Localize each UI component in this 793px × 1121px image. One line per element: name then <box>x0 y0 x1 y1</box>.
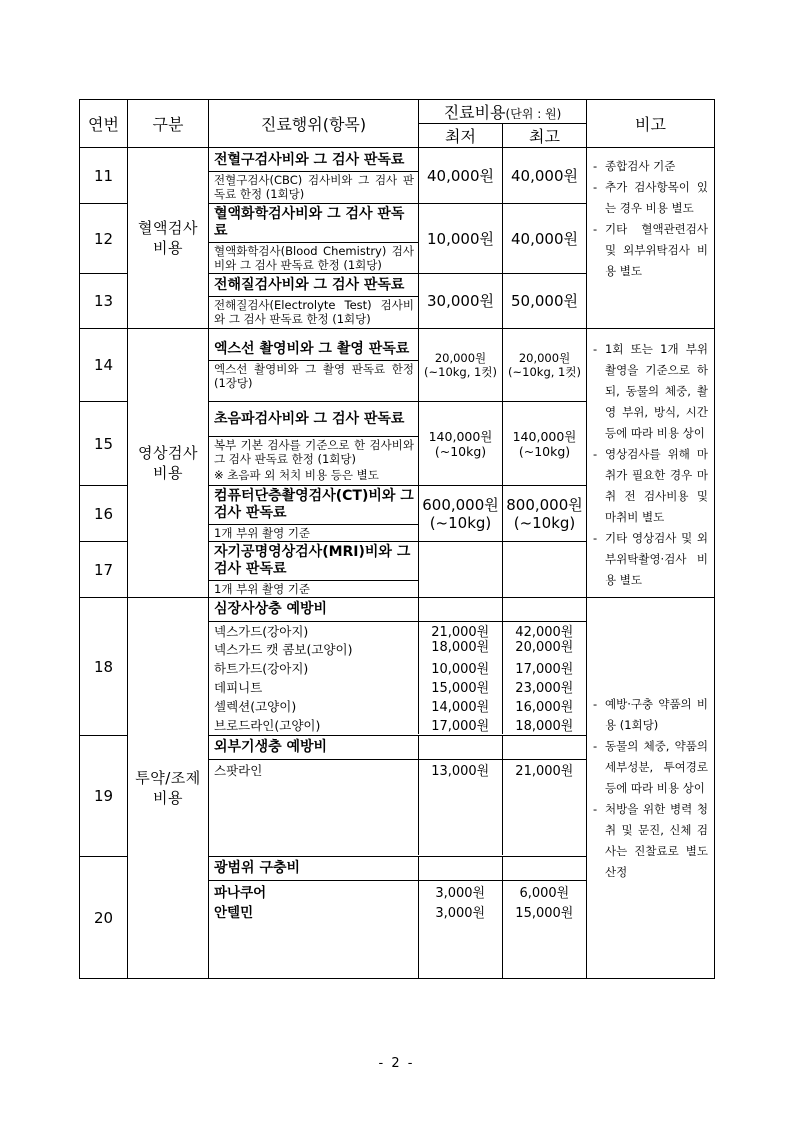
list-item: 안텔민 <box>214 905 254 921</box>
item-cell <box>209 204 419 274</box>
table-row <box>80 329 715 402</box>
price-min: 3,000원 <box>418 901 502 921</box>
row-number: 14 <box>80 329 128 402</box>
price-min: 3,000원 <box>418 881 502 902</box>
note-medication <box>587 598 715 979</box>
row-number: 18 <box>80 598 128 736</box>
item-cell <box>209 542 419 598</box>
item-desc: 전해질검사(Electrolyte Test) 검사비와 그 검사 판독료 한정 (1회당) <box>214 298 414 326</box>
header-category: 구분 <box>128 100 209 148</box>
item-group <box>209 736 587 857</box>
item-group <box>209 598 587 736</box>
row-number: 20 <box>80 857 128 979</box>
row-number: 15 <box>80 402 128 486</box>
price-max: 40,000원 <box>503 148 587 204</box>
note-item: - 추가 검사항목이 있는 경우 비용 별도 <box>593 180 709 215</box>
price-min: 10,000원 <box>419 204 503 274</box>
header-item: 진료행위(항목) <box>209 100 419 148</box>
header-no: 연번 <box>80 100 128 148</box>
note-item: - 종합검사 기준 <box>593 159 676 173</box>
header-cost-label: 진료비용 <box>443 103 506 122</box>
price-max: 20,000원 (~10kg, 1컷) <box>503 329 587 402</box>
table-row <box>80 148 715 204</box>
item-desc: 전혈구검사(CBC) 검사비와 그 검사 판독료 한정 (1회당) <box>214 172 414 201</box>
category-imaging <box>128 329 209 598</box>
note-item: - 처방을 위한 병력 청취 및 문진, 신체 검사는 진찰료로 별도 산정 <box>593 801 709 879</box>
item-title: 엑스선 촬영비와 그 촬영 판독료 <box>209 339 418 361</box>
header-note: 비고 <box>587 100 715 148</box>
item-list <box>209 857 586 978</box>
item-title: 전해질검사비와 그 검사 판독료 <box>209 275 418 297</box>
price-min: 600,000원 (~10kg) <box>419 486 503 542</box>
header-cost-unit: (단위 : 원) <box>505 107 562 121</box>
item-desc: 복부 기본 검사를 기준으로 한 검사비와 그 검사 판독료 한정 (1회당) <box>214 437 414 466</box>
item-title: 자기공명영상검사(MRI)비와 그 검사 판독료 <box>209 542 418 581</box>
list-item: 셀렉션(고양이) <box>214 698 297 714</box>
item-title: 혈액화학검사비와 그 검사 판독료 <box>209 204 418 243</box>
note-item: - 기타 영상검사 및 외부위탁촬영·검사 비용 별도 <box>593 531 709 587</box>
note-item: - 영상검사를 위해 마취가 필요한 경우 마취 전 검사비용 및 마취비 별도 <box>593 447 709 524</box>
price-max: 6,000원 <box>502 881 586 902</box>
category-blood <box>128 148 209 329</box>
list-item: 파나쿠어 <box>214 885 267 901</box>
item-cell <box>209 402 419 486</box>
item-cell <box>209 274 419 329</box>
category-line: 비용 <box>153 464 183 482</box>
price-max: 17,000원 <box>502 658 586 677</box>
item-cell <box>209 486 419 542</box>
note-imaging <box>587 329 715 598</box>
price-min: 30,000원 <box>419 274 503 329</box>
category-medication <box>128 598 209 979</box>
row-number: 17 <box>80 542 128 598</box>
item-cell <box>209 329 419 402</box>
price-max: 16,000원 <box>502 696 586 715</box>
note-item: - 기타 혈액관련검사 및 외부위탁검사 비용 별도 <box>593 222 709 278</box>
item-title: 컴퓨터단층촬영검사(CT)비와 그 검사 판독료 <box>209 486 418 525</box>
item-desc: 혈액화학검사(Blood Chemistry) 검사비와 그 검사 판독료 한정 (1회당) <box>214 244 414 272</box>
item-group <box>209 857 587 979</box>
item-list <box>209 598 586 734</box>
price-min: 17,000원 <box>418 715 502 734</box>
item-list <box>209 736 586 855</box>
price-max: 50,000원 <box>503 274 587 329</box>
price-max: 18,000원 <box>502 715 586 734</box>
page-number: - 2 - <box>378 1056 415 1071</box>
price-max: 23,000원 <box>502 677 586 696</box>
price-min: 20,000원 (~10kg, 1컷) <box>419 329 503 402</box>
row-number: 11 <box>80 148 128 204</box>
price-max: 21,000원 <box>502 760 586 780</box>
price-min: 10,000원 <box>418 658 502 677</box>
category-line: 투약/조제 <box>135 769 201 787</box>
price-min <box>419 542 503 598</box>
list-item: 스팟라인 <box>214 762 263 778</box>
veterinary-fee-table <box>79 99 715 979</box>
item-title: 전혈구검사비와 그 검사 판독료 <box>209 150 418 172</box>
row-number: 12 <box>80 204 128 274</box>
price-min: 21,000원 18,000원 <box>418 622 502 659</box>
category-line: 혈액검사 <box>138 219 198 237</box>
row-number: 13 <box>80 274 128 329</box>
note-item: - 예방·구충 약품의 비용 (1회당) <box>593 696 709 732</box>
list-item: 데피니트 <box>214 679 263 695</box>
price-max <box>503 542 587 598</box>
header-cost <box>419 100 587 124</box>
row-number: 19 <box>80 736 128 857</box>
note-blood <box>587 148 715 329</box>
price-min: 14,000원 <box>418 696 502 715</box>
list-item: 하트가드(강아지) <box>214 660 309 676</box>
price-max: 40,000원 <box>503 204 587 274</box>
item-title: 초음파검사비와 그 검사 판독료 <box>209 405 418 437</box>
list-item: 브로드라인(고양이) <box>214 717 321 733</box>
table-row <box>80 598 715 736</box>
category-line: 영상검사 <box>138 444 198 462</box>
price-min: 140,000원 (~10kg) <box>419 402 503 486</box>
price-min: 15,000원 <box>418 677 502 696</box>
price-max: 800,000원 (~10kg) <box>503 486 587 542</box>
price-max: 15,000원 <box>502 901 586 921</box>
item-note: ※ 초음파 외 처치 비용 등은 별도 <box>214 467 379 482</box>
item-title: 심장사상충 예방비 <box>209 598 418 622</box>
category-line: 비용 <box>153 789 183 807</box>
item-cell <box>209 148 419 204</box>
price-max: 140,000원 (~10kg) <box>503 402 587 486</box>
price-max: 42,000원 20,000원 <box>502 622 586 659</box>
note-item: - 1회 또는 1개 부위 촬영을 기준으로 하되, 동물의 체중, 촬영 부위, 방식, 시간 등에 따라 비용 상이 <box>593 342 709 440</box>
price-min: 13,000원 <box>418 760 502 780</box>
category-line: 비용 <box>153 239 183 257</box>
row-number: 16 <box>80 486 128 542</box>
note-item: - 동물의 체중, 약품의 세부성분, 투여경로 등에 따라 비용 상이 <box>593 738 709 795</box>
item-title: 광범위 구충비 <box>209 857 418 881</box>
item-title: 외부기생충 예방비 <box>209 736 418 760</box>
header-max: 최고 <box>503 124 587 148</box>
price-min: 40,000원 <box>419 148 503 204</box>
item-desc: 1개 부위 촬영 기준 <box>214 526 311 540</box>
header-min: 최저 <box>419 124 503 148</box>
item-desc: 1개 부위 촬영 기준 <box>214 582 311 596</box>
list-item: 넥스가드(강아지) 넥스가드 캣 콤보(고양이) <box>214 624 353 657</box>
item-desc: 엑스선 촬영비와 그 촬영 판독료 한정 (1장당) <box>214 362 414 390</box>
